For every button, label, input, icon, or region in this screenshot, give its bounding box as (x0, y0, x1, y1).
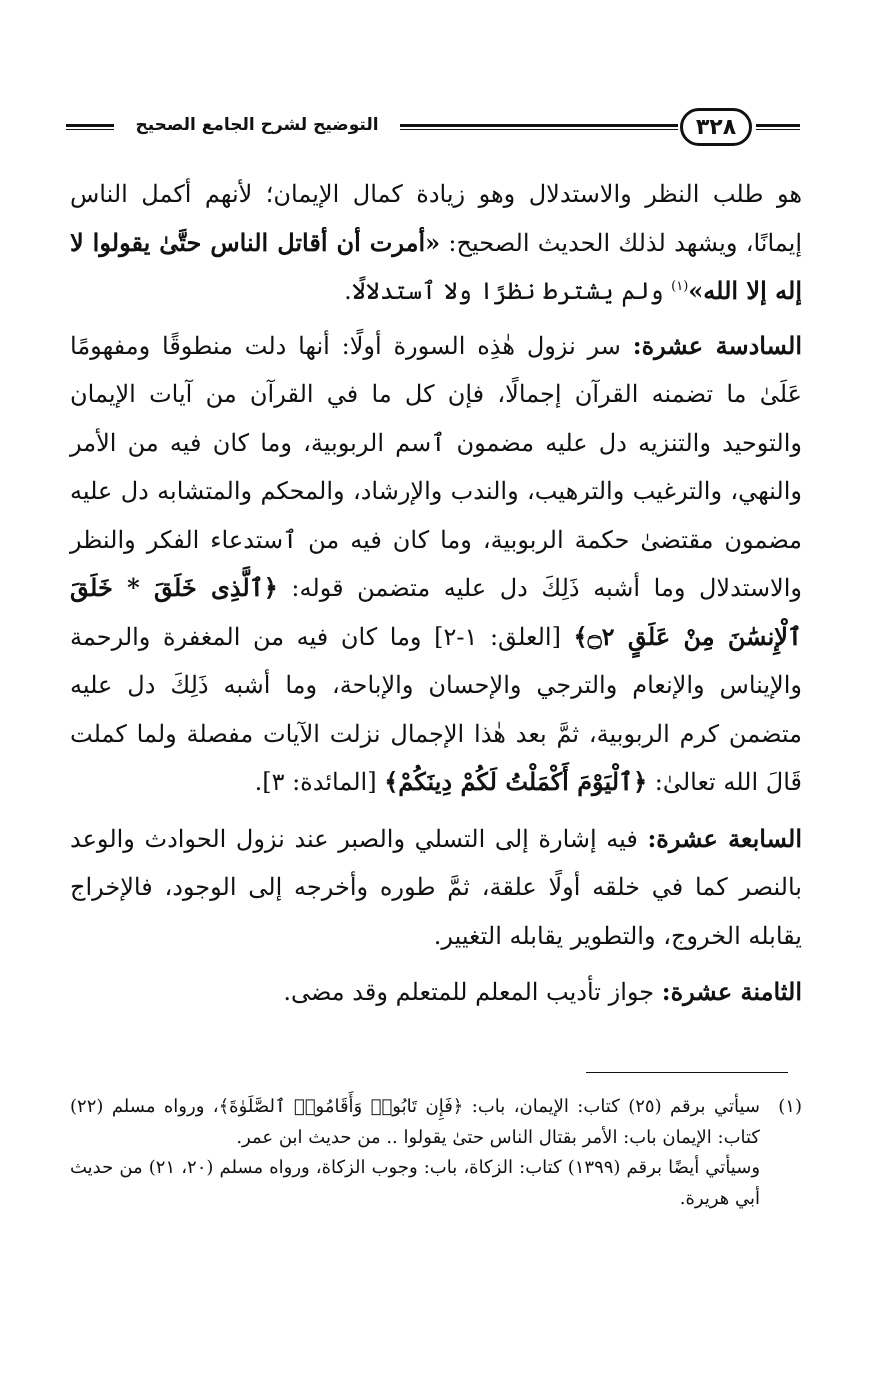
paragraph-3 (70, 815, 802, 961)
verse-maidah-reference: [المائدة: ٣]. (254, 768, 385, 796)
header-rule-middle (400, 124, 678, 130)
header-rule-right (756, 124, 800, 130)
footnote-reference[interactable]: (١) (671, 279, 689, 294)
paragraph-3-text: فيه إشارة إلى التسلي والصبر عند نزول الحوادث والوعد بالنصر كما في خلقه أولًا علقة، ثمَّ طوره وأخرجه إلى الوجود، فالإخراج يقابله الخروج، والتطوير يقابله التغيير. (70, 824, 802, 950)
footnote-number: (١) (778, 1096, 802, 1117)
book-title: التوضيح لشرح الجامع الصحيح (135, 115, 379, 135)
main-text (70, 170, 802, 1025)
paragraph-4 (70, 968, 802, 1017)
running-header (66, 104, 800, 152)
footnotes (70, 1092, 802, 1214)
verse-alaq: ﴿ٱلَّذِى خَلَقَ * خَلَقَ ٱلْإِنسَٰنَ مِنْ عَلَقٍ ۝٢﴾ (70, 573, 802, 651)
header-rule-left (66, 124, 114, 130)
paragraph-1-text-a: هو طلب النظر والاستدلال وهو زيادة كمال الإيمان؛ لأنهم أكمل الناس إيمانًا، ويشهد لذلك الحديث الصحيح: (70, 180, 802, 257)
paragraph-2 (70, 322, 802, 807)
verse-alaq-reference: [العلق: ١-٢] (434, 622, 574, 651)
verse-maidah: ﴿ٱلْيَوْمَ أَكْمَلْتُ لَكُمْ دِينَكُمْ﴾ (384, 767, 648, 796)
paragraph-1-text-b: ولم يشترط نظرًا ولا ٱستدلالًا. (344, 277, 672, 305)
paragraph-4-heading: الثامنة عشرة: (661, 977, 802, 1006)
paragraph-2-text-a: سر نزول هٰذِه السورة أولًا: أنها دلت منطوقًا ومفهومًا عَلَىٰ ما تضمنه القرآن إجمالًا، فإن كل ما في القرآن من آيات الإيمان والتوحيد والتنزيه دل عليه مضمون ٱسم الربوبية، وما كان فيه من الأمر والنهي، والترغيب والترهيب، والندب والإرشاد، والمحكم والمتشابه دل عليه مضمون مقتضىٰ حكمة الربوبية، وما كان فيه من ٱستدعاء الفكر والنظر والاستدلال وما أشبه ذَلِكَ دل عليه متضمن قوله: (70, 331, 802, 602)
footnote-text (70, 1092, 760, 1214)
hadith-quote: «أمرت أن أقاتل الناس حتَّىٰ يقولوا لا إله إلا الله» (70, 227, 802, 305)
paragraph-2-text-b: وما كان فيه من المغفرة والرحمة والإيناس والإنعام والترجي والإحسان والإباحة، وما أشبه ذَلِكَ دل عليه متضمن كرم الربوبية، ثمَّ بعد هٰذا الإجمال نزلت الآيات مفصلة ولما كملت قَالَ الله تعالىٰ: (70, 622, 802, 796)
paragraph-3-heading: السابعة عشرة: (647, 823, 802, 853)
footnote-line: وسيأتي أيضًا برقم (١٣٩٩) كتاب: الزكاة، باب: وجوب الزكاة، ورواه مسلم (٢٠، ٢١) من حديث أبي هريرة. (70, 1157, 761, 1209)
footnote-item (70, 1092, 802, 1214)
footnote-separator (586, 1072, 788, 1073)
paragraph-4-text: جواز تأديب المعلم للمتعلم وقد مضى. (283, 978, 662, 1006)
paragraph-2-heading: السادسة عشرة: (632, 330, 802, 360)
footnote-line: سيأتي برقم (٢٥) كتاب: الإيمان، باب: ﴿فَإِن تَابُوا۟ وَأَقَامُوا۟ ٱلصَّلَوٰةَ﴾، ورواه مسلم (٢٢) كتاب: الإيمان باب: الأمر بقتال الناس حتىٰ يقولوا .. من حديث ابن عمر. (70, 1096, 760, 1148)
paragraph-1 (70, 170, 802, 316)
page-number: ٣٢٨ (680, 108, 752, 146)
